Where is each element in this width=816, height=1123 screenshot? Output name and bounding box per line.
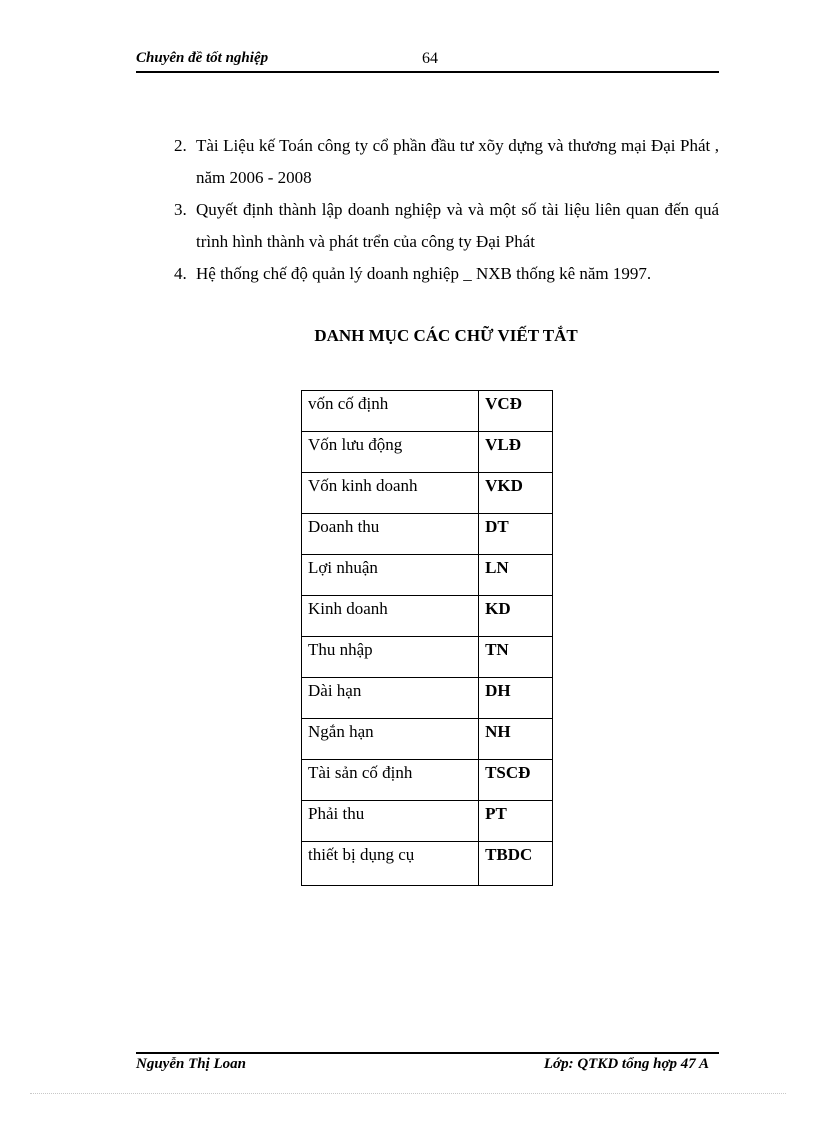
term-cell: Tài sản cố định	[302, 760, 479, 801]
table-row	[302, 473, 553, 514]
reference-number: 3.	[174, 200, 187, 219]
abbr-cell: LN	[479, 555, 553, 596]
table-row	[302, 555, 553, 596]
table-row	[302, 678, 553, 719]
abbr-cell: TN	[479, 637, 553, 678]
term-cell: vốn cố định	[302, 391, 479, 432]
term-cell: Lợi nhuận	[302, 555, 479, 596]
term-cell: Kinh doanh	[302, 596, 479, 637]
header-divider	[136, 71, 719, 73]
reference-number: 4.	[174, 264, 187, 283]
footer-author: Nguyễn Thị Loan	[136, 1056, 247, 1072]
page-number: 64	[422, 50, 438, 67]
reference-item	[174, 258, 719, 290]
abbr-cell: TBDC	[479, 842, 553, 886]
table-row	[302, 514, 553, 555]
reference-item	[174, 130, 719, 194]
header-title: Chuyên đề tốt nghiệp	[136, 50, 269, 66]
abbr-cell: TSCĐ	[479, 760, 553, 801]
term-cell: thiết bị dụng cụ	[302, 842, 479, 886]
footer-divider	[136, 1052, 719, 1054]
page-bottom-border	[30, 1093, 786, 1094]
term-cell: Vốn lưu động	[302, 432, 479, 473]
table-row	[302, 801, 553, 842]
reference-text: Hệ thống chế độ quản lý doanh nghiệp _ NXB thống kê năm 1997.	[196, 264, 652, 283]
table-row	[302, 432, 553, 473]
table-row	[302, 637, 553, 678]
table-row	[302, 719, 553, 760]
reference-text: Quyết định thành lập doanh nghiệp và và một số tài liệu liên quan đến quá trình hình thành và phát trển của công ty Đại Phát	[196, 200, 719, 251]
term-cell: Phải thu	[302, 801, 479, 842]
footer-class: Lớp: QTKD tổng hợp 47 A	[543, 1056, 709, 1072]
abbreviation-table	[301, 390, 553, 886]
section-title: DANH MỤC CÁC CHỮ VIẾT TẮT	[314, 326, 578, 345]
table-row	[302, 596, 553, 637]
abbr-cell: KD	[479, 596, 553, 637]
reference-list	[174, 130, 719, 290]
term-cell: Doanh thu	[302, 514, 479, 555]
reference-item	[174, 194, 719, 258]
abbr-cell: DT	[479, 514, 553, 555]
term-cell: Dài hạn	[302, 678, 479, 719]
abbr-cell: NH	[479, 719, 553, 760]
reference-text: Tài Liệu kế Toán công ty cổ phần đầu tư xõy dựng và thương mại Đại Phát , năm 2006 - 2008	[196, 136, 719, 187]
abbr-cell: PT	[479, 801, 553, 842]
reference-number: 2.	[174, 136, 187, 155]
table-row	[302, 391, 553, 432]
table-row	[302, 760, 553, 801]
table-row	[302, 842, 553, 886]
abbr-cell: VCĐ	[479, 391, 553, 432]
term-cell: Vốn kinh doanh	[302, 473, 479, 514]
abbr-cell: DH	[479, 678, 553, 719]
term-cell: Thu nhập	[302, 637, 479, 678]
term-cell: Ngắn hạn	[302, 719, 479, 760]
page-header	[136, 50, 719, 70]
abbr-cell: VKD	[479, 473, 553, 514]
abbr-cell: VLĐ	[479, 432, 553, 473]
